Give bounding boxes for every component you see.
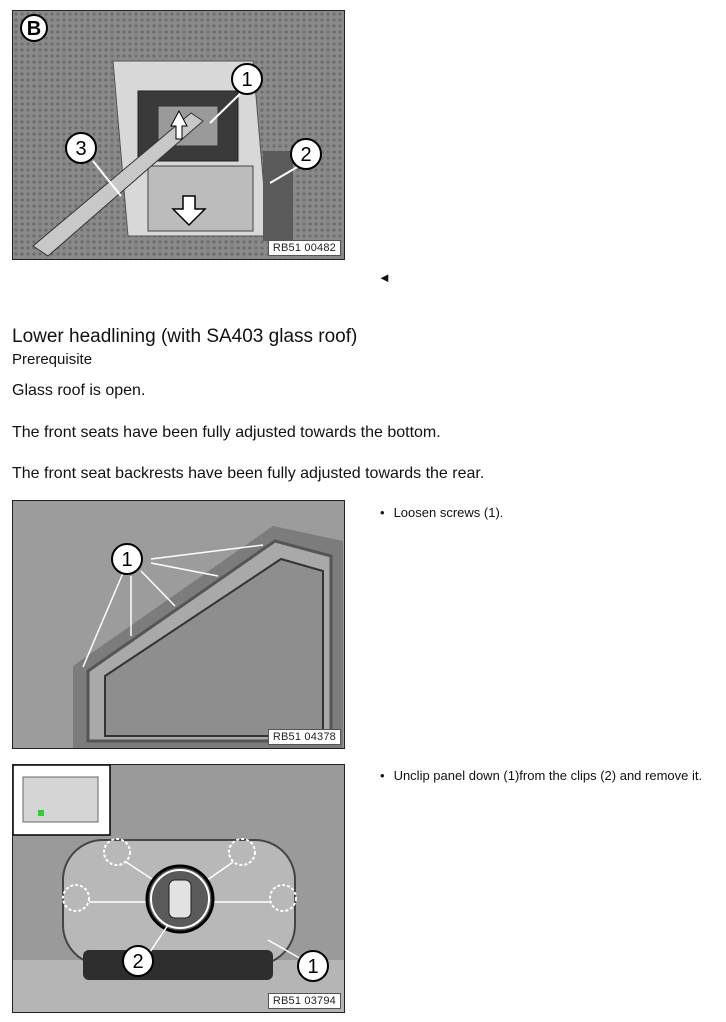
prerequisite-3: The front seat backrests have been fully adjusted towards the rear. [12, 465, 485, 482]
callout-1 [298, 951, 328, 981]
figure-panel-illustration [13, 765, 344, 1012]
back-arrow-icon[interactable]: ◄ [378, 270, 391, 285]
prerequisite-label: Prerequisite [12, 351, 93, 368]
callout-2-label: 2 [300, 144, 312, 166]
view-letter-badge [21, 15, 47, 41]
figure-code: RB51 04378 [268, 729, 341, 745]
callout-3-label: 3 [75, 138, 87, 160]
callout-1-label: 1 [241, 69, 253, 91]
figure-code: RB51 00482 [268, 240, 341, 256]
callout-1-label: 1 [307, 956, 319, 978]
callout-1-label: 1 [121, 549, 133, 571]
section-title: Lower headlining (with SA403 glass roof) [12, 326, 358, 347]
figure-screws [12, 500, 345, 749]
callout-2 [291, 139, 321, 169]
callout-2-label: 2 [132, 951, 144, 973]
figure-code: RB51 03794 [268, 993, 341, 1009]
figure-b [12, 10, 345, 260]
prerequisite-1: Glass roof is open. [12, 382, 146, 399]
step-unclip-panel: • Unclip panel down (1)from the clips (2) and remove it. [380, 768, 702, 783]
figure-screws-illustration [13, 501, 344, 748]
callout-1 [112, 544, 142, 574]
callout-3 [66, 133, 96, 163]
callout-2 [123, 946, 153, 976]
view-letter: B [26, 18, 42, 40]
figure-b-illustration [13, 11, 344, 259]
figure-panel [12, 764, 345, 1013]
prerequisite-2: The front seats have been fully adjusted towards the bottom. [12, 424, 441, 441]
step-loosen-screws: • Loosen screws (1). [380, 505, 503, 520]
callout-1 [232, 64, 262, 94]
